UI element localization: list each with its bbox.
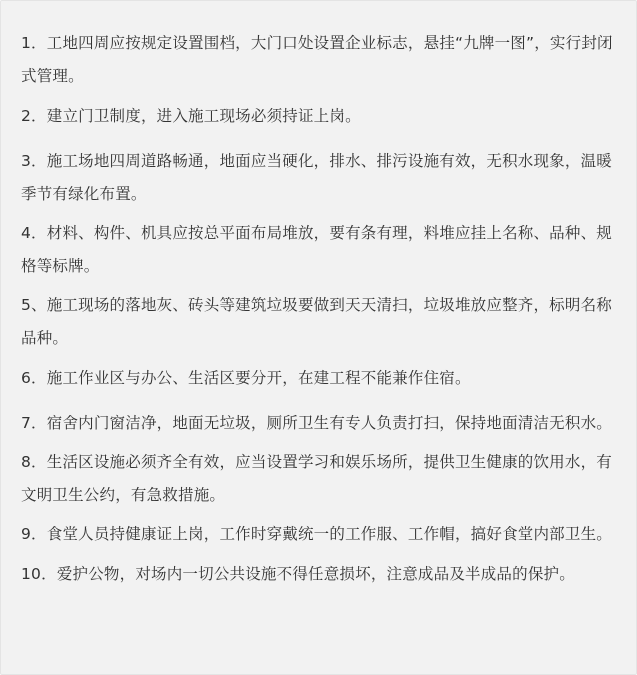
rule-9: 9．食堂人员持健康证上岗，工作时穿戴统一的工作服、工作帽，搞好食堂内部卫生。 bbox=[21, 525, 612, 543]
rule-6: 6．施工作业区与办公、生活区要分开，在建工程不能兼作住宿。 bbox=[21, 369, 471, 387]
rule-8: 8．生活区设施必须齐全有效，应当设置学习和娱乐场所，提供卫生健康的饮用水，有文明卫生公约，有急救措施。 bbox=[21, 453, 612, 504]
rule-10: 10．爱护公物，对场内一切公共设施不得任意损坏，注意成品及半成品的保护。 bbox=[21, 565, 575, 583]
rule-5: 5、施工现场的落地灰、砖头等建筑垃圾要做到天天清扫，垃圾堆放应整齐，标明名称品种。 bbox=[21, 296, 612, 347]
rule-3: 3．施工场地四周道路畅通，地面应当硬化，排水、排污设施有效，无积水现象，温暖季节有绿化布置。 bbox=[21, 152, 612, 203]
rule-4: 4．材料、构件、机具应按总平面布局堆放，要有条有理，料堆应挂上名称、品种、规格等标牌。 bbox=[21, 224, 612, 275]
rule-1: 1．工地四周应按规定设置围档，大门口处设置企业标志，悬挂“九牌一图”，实行封闭式管理。 bbox=[21, 34, 613, 85]
rule-7: 7．宿舍内门窗洁净，地面无垃圾，厕所卫生有专人负责打扫，保持地面清洁无积水。 bbox=[21, 414, 612, 432]
rule-2: 2．建立门卫制度，进入施工现场必须持证上岗。 bbox=[21, 107, 361, 125]
